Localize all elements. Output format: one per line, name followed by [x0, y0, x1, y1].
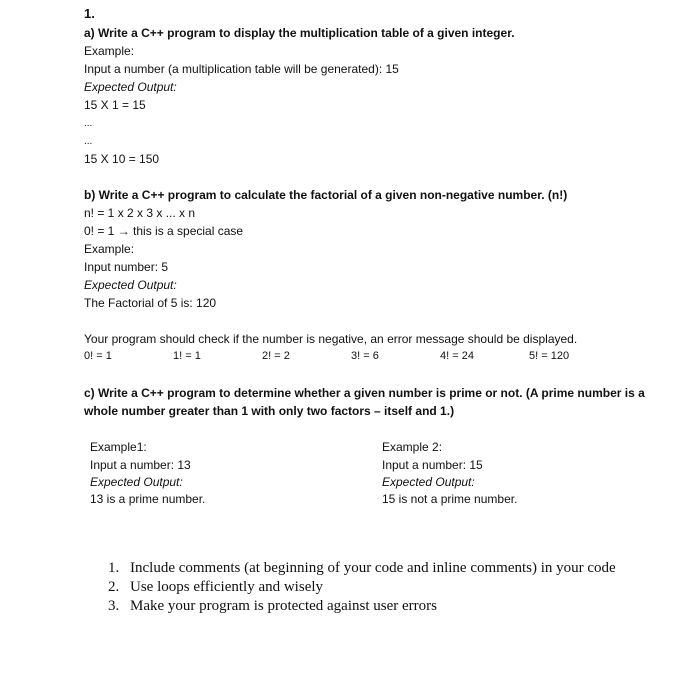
factorial-4: 4! = 24 — [440, 350, 474, 362]
part-a-heading: a) Write a C++ program to display the multiplication table of a given integer. — [84, 26, 515, 40]
list-item — [108, 597, 616, 616]
part-c-heading-line1: c) Write a C++ program to determine whether a given number is prime or not. (A prime number is a — [84, 386, 645, 400]
factorial-5: 5! = 120 — [529, 350, 570, 362]
part-b-example-label: Example: — [84, 242, 135, 256]
part-a-output-first: 15 X 1 = 15 — [84, 98, 146, 112]
list-item-number: 3. — [108, 598, 120, 614]
part-b-special-case: 0! = 1 → this is a special case — [84, 224, 244, 238]
factorial-0: 0! = 1 — [84, 350, 112, 362]
example2-expected-label: Expected Output: — [382, 475, 475, 489]
list-item-text: Use loops efficiently and wisely — [130, 579, 324, 595]
part-b-output-line: The Factorial of 5 is: 120 — [84, 296, 217, 310]
example1-expected-label: Expected Output: — [90, 475, 183, 489]
factorial-3: 3! = 6 — [351, 350, 379, 362]
part-b-formula: n! = 1 x 2 x 3 x ... x n — [84, 206, 196, 220]
example1-label: Example1: — [90, 440, 147, 454]
example2-output: 15 is not a prime number. — [382, 492, 518, 506]
list-item-number: 1. — [108, 560, 120, 576]
part-a-example-label: Example: — [84, 44, 135, 58]
requirements-list — [108, 559, 616, 616]
list-item — [108, 559, 616, 578]
part-b-error-note: Your program should check if the number is negative, an error message should be displayed. — [84, 332, 578, 346]
factorial-2: 2! = 2 — [262, 350, 290, 362]
list-item-number: 2. — [108, 579, 120, 595]
list-item-text: Include comments (at beginning of your code and inline comments) in your code — [130, 560, 616, 576]
example2-label: Example 2: — [382, 440, 443, 454]
part-a-input-line: Input a number (a multiplication table will be generated): 15 — [84, 62, 399, 76]
part-c-heading-line2: whole number greater than 1 with only two factors – itself and 1.) — [84, 404, 455, 418]
example1-input: Input a number: 13 — [90, 458, 191, 472]
factorial-1: 1! = 1 — [173, 350, 201, 362]
question-number: 1. — [84, 6, 95, 21]
part-b-expected-label: Expected Output: — [84, 278, 177, 292]
example1-output: 13 is a prime number. — [90, 492, 206, 506]
part-b-input-line: Input number: 5 — [84, 260, 169, 274]
part-a-output-last: 15 X 10 = 150 — [84, 152, 160, 166]
part-a-ellipsis-2: ... — [84, 136, 93, 147]
list-item — [108, 578, 616, 597]
list-item-text: Make your program is protected against user errors — [130, 598, 437, 614]
part-a-ellipsis-1: ... — [84, 118, 93, 129]
example2-input: Input a number: 15 — [382, 458, 483, 472]
part-a-expected-label: Expected Output: — [84, 80, 177, 94]
part-b-heading: b) Write a C++ program to calculate the factorial of a given non-negative number. (n!) — [84, 188, 568, 202]
